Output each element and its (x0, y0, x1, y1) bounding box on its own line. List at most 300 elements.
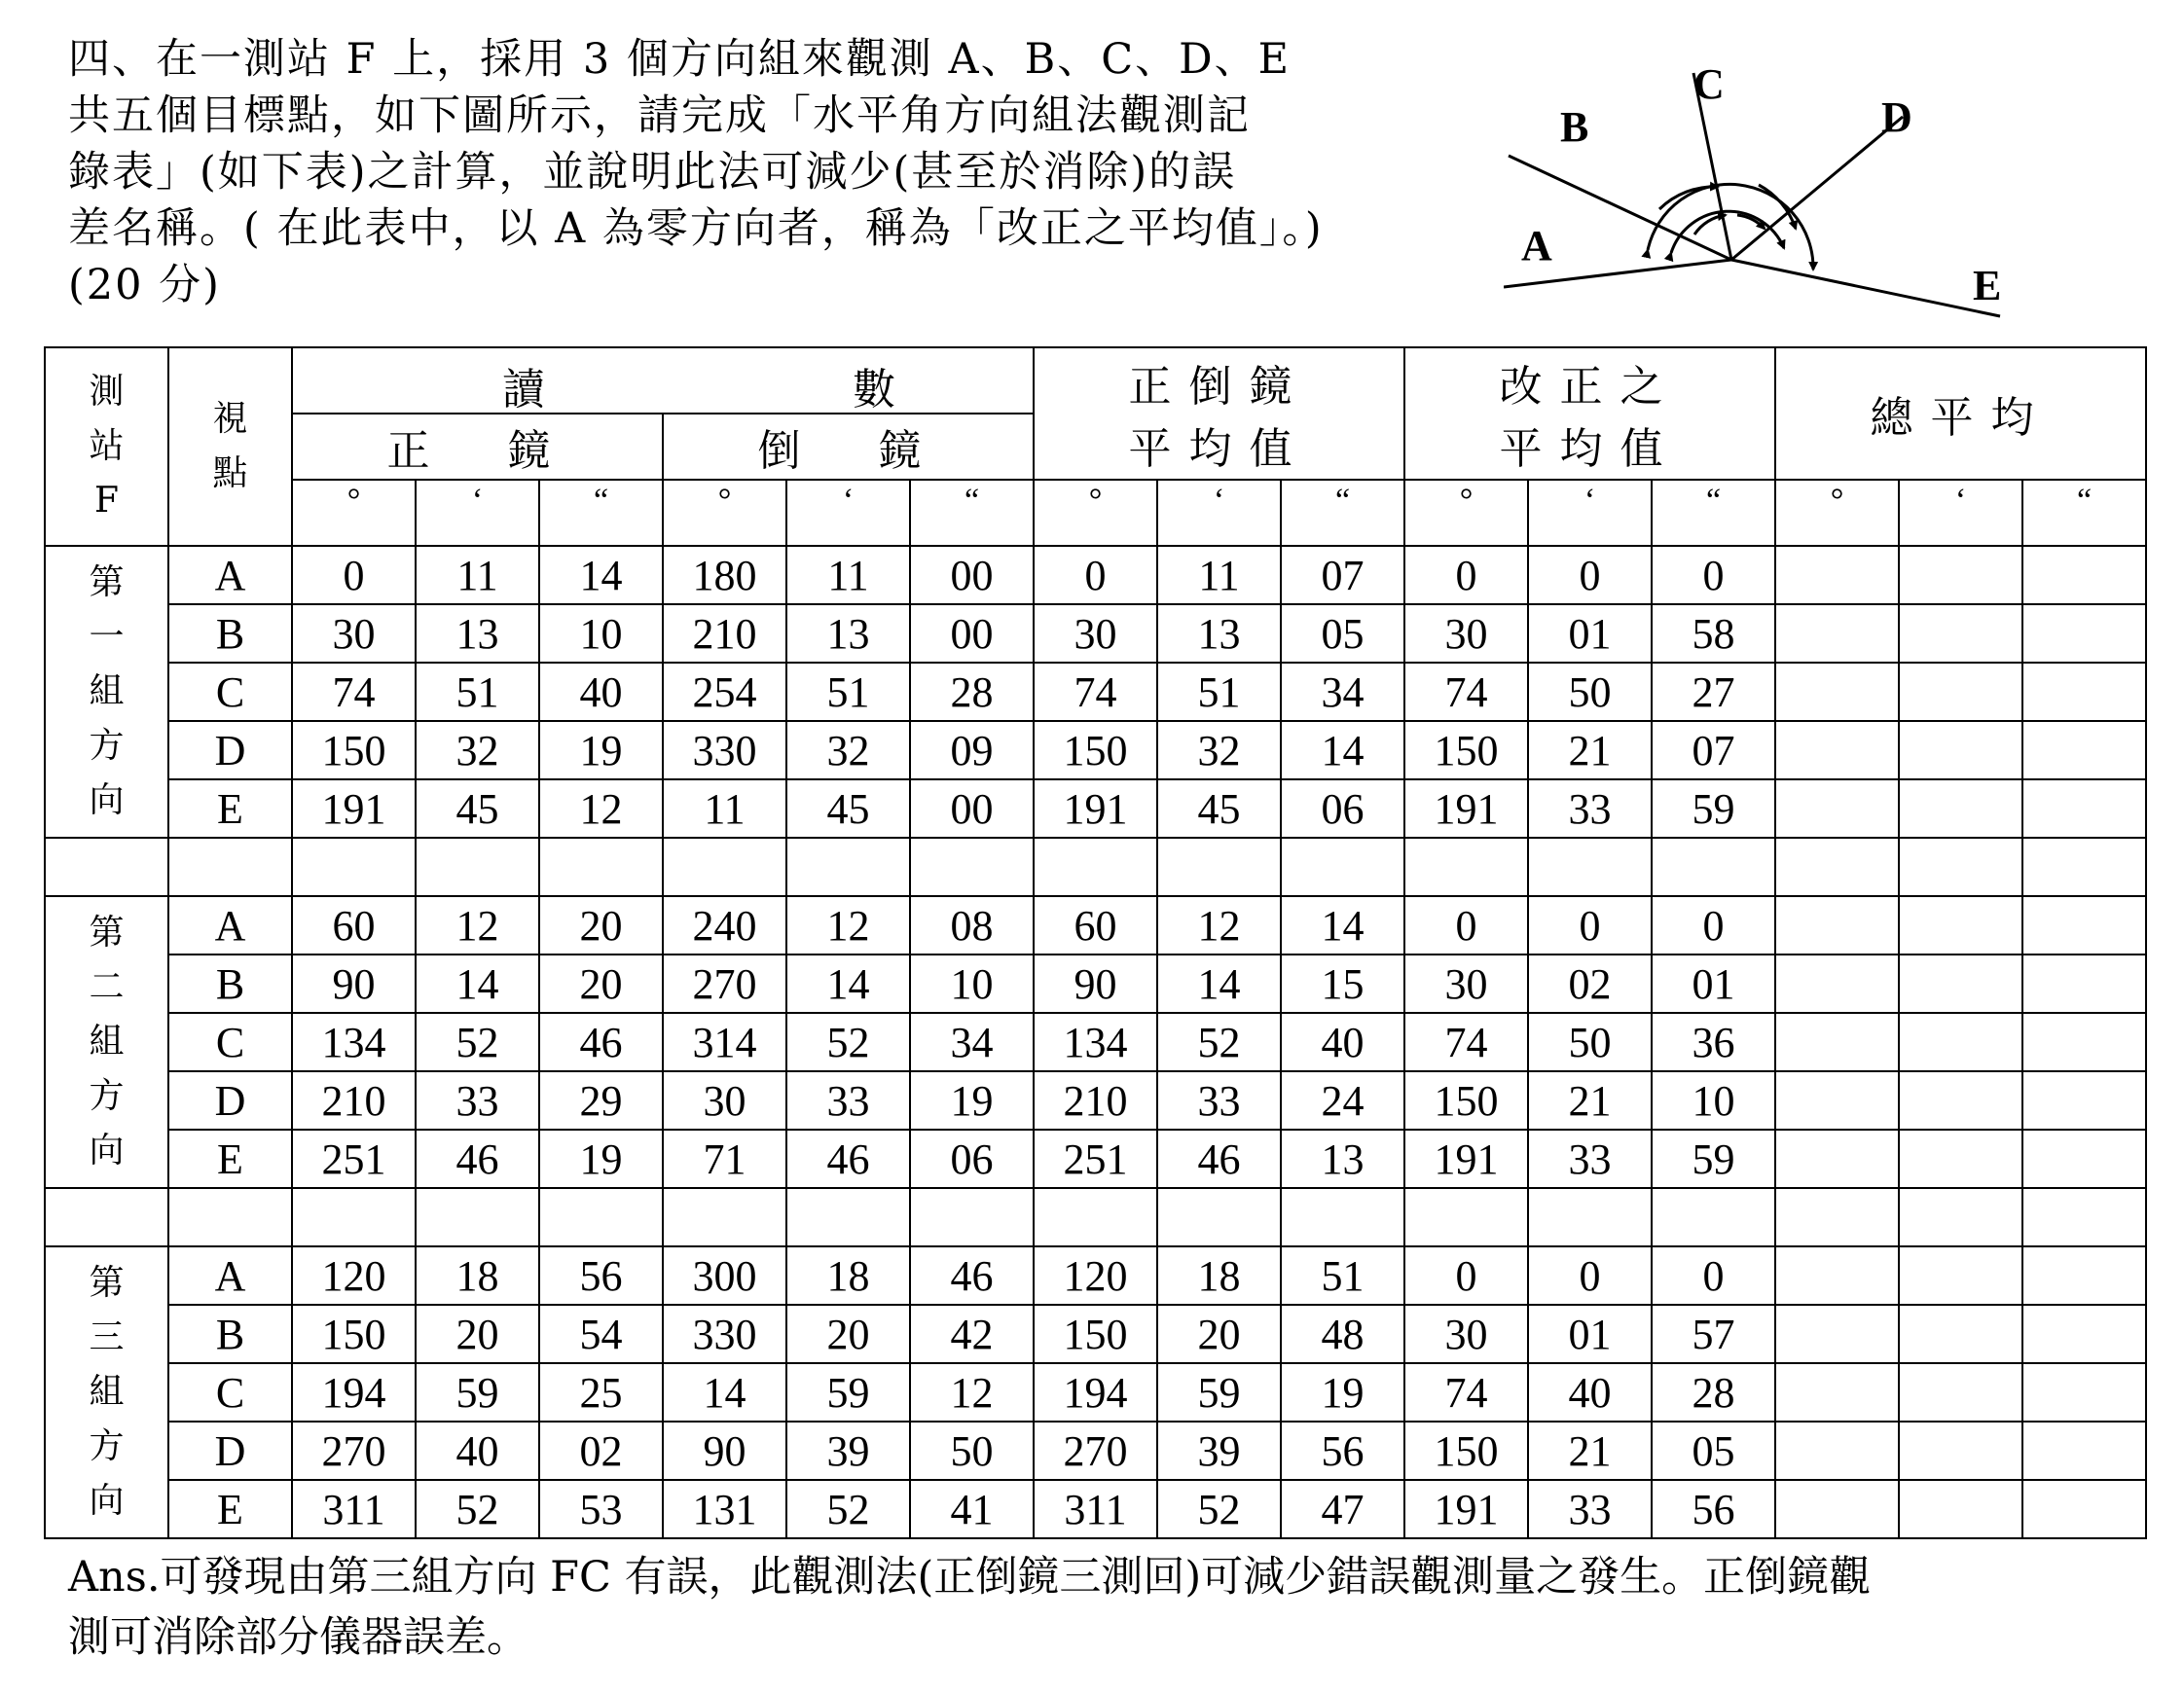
unit-cell: ‘ (1157, 480, 1281, 546)
unit-cell: ‘ (416, 480, 539, 546)
total-mean-cell (1899, 546, 2022, 604)
table-row (45, 1305, 2146, 1363)
value-cell: 54 (539, 1305, 663, 1363)
question-line: 共五個目標點，如下圖所示，請完成「水平角方向組法觀測記 (68, 91, 1251, 140)
value-cell: 210 (1034, 1071, 1157, 1130)
value-cell: 0 (1528, 896, 1652, 955)
value-cell: 33 (1157, 1071, 1281, 1130)
corrected-mean-header: 改正之 平均值 (1404, 347, 1775, 480)
value-cell: 24 (1281, 1071, 1404, 1130)
value-cell: 19 (539, 721, 663, 779)
value-cell: 50 (1528, 1013, 1652, 1071)
face-mean-header: 正倒鏡 平均值 (1034, 347, 1404, 480)
value-cell: 60 (1034, 896, 1157, 955)
value-cell: 150 (1404, 1422, 1528, 1480)
total-mean-cell (1775, 896, 1899, 955)
total-mean-cell (2022, 779, 2146, 838)
answer-line: 測可消除部分儀器誤差。 (68, 1613, 528, 1662)
point-cell: A (168, 546, 292, 604)
value-cell: 14 (539, 546, 663, 604)
empty-cell (1899, 1188, 2022, 1246)
value-cell: 21 (1528, 721, 1652, 779)
value-cell: 90 (663, 1422, 786, 1480)
empty-cell (1157, 838, 1281, 896)
point-cell: A (168, 1246, 292, 1305)
total-mean-cell (1899, 721, 2022, 779)
total-mean-cell (1899, 779, 2022, 838)
empty-cell (1528, 1188, 1652, 1246)
value-cell: 120 (292, 1246, 416, 1305)
question-line: 差名稱。( 在此表中，以 A 為零方向者，稱為「改正之平均值」。) (68, 204, 1324, 253)
point-cell: B (168, 604, 292, 663)
unit-cell: ° (663, 480, 786, 546)
value-cell: 134 (292, 1013, 416, 1071)
table-row (45, 604, 2146, 663)
total-mean-cell (1775, 1480, 1899, 1538)
value-cell: 42 (910, 1305, 1034, 1363)
total-mean-cell (1899, 1130, 2022, 1188)
value-cell: 20 (786, 1305, 910, 1363)
total-mean-cell (2022, 604, 2146, 663)
total-mean-cell (1899, 1013, 2022, 1071)
value-cell: 19 (910, 1071, 1034, 1130)
total-mean-cell (2022, 1071, 2146, 1130)
total-mean-cell (1899, 1480, 2022, 1538)
value-cell: 210 (292, 1071, 416, 1130)
total-mean-cell (1775, 604, 1899, 663)
empty-cell (539, 838, 663, 896)
empty-cell (292, 1188, 416, 1246)
value-cell: 00 (910, 604, 1034, 663)
empty-cell (45, 1188, 168, 1246)
point-header: 視 點 (168, 347, 292, 546)
total-mean-cell (1899, 896, 2022, 955)
value-cell: 314 (663, 1013, 786, 1071)
question-line: (20 分) (68, 261, 221, 309)
value-cell: 311 (292, 1480, 416, 1538)
value-cell: 40 (539, 663, 663, 721)
value-cell: 90 (292, 955, 416, 1013)
value-cell: 12 (539, 779, 663, 838)
value-cell: 06 (910, 1130, 1034, 1188)
value-cell: 18 (786, 1246, 910, 1305)
total-mean-cell (1775, 721, 1899, 779)
arc-ab (1659, 187, 1718, 209)
empty-cell (1404, 838, 1528, 896)
answer-text (68, 1547, 2161, 1668)
question-text (68, 31, 1377, 313)
value-cell: 47 (1281, 1480, 1404, 1538)
value-cell: 74 (292, 663, 416, 721)
empty-cell (168, 1188, 292, 1246)
point-cell: C (168, 1013, 292, 1071)
value-cell: 46 (910, 1246, 1034, 1305)
table-row (45, 1246, 2146, 1305)
value-cell: 150 (1404, 1071, 1528, 1130)
total-mean-cell (2022, 1305, 2146, 1363)
value-cell: 48 (1281, 1305, 1404, 1363)
value-cell: 254 (663, 663, 786, 721)
value-cell: 134 (1034, 1013, 1157, 1071)
value-cell: 39 (786, 1422, 910, 1480)
unit-cell: ° (1034, 480, 1157, 546)
value-cell: 51 (1281, 1246, 1404, 1305)
unit-cell: “ (1281, 480, 1404, 546)
empty-cell (1775, 838, 1899, 896)
empty-cell (45, 838, 168, 896)
value-cell: 28 (910, 663, 1034, 721)
total-mean-cell (1775, 955, 1899, 1013)
value-cell: 46 (539, 1013, 663, 1071)
empty-cell (2022, 1188, 2146, 1246)
value-cell: 34 (1281, 663, 1404, 721)
value-cell: 30 (1404, 955, 1528, 1013)
value-cell: 20 (416, 1305, 539, 1363)
value-cell: 45 (416, 779, 539, 838)
station-header: 測 站 F (45, 347, 168, 546)
empty-cell (663, 1188, 786, 1246)
value-cell: 0 (1034, 546, 1157, 604)
value-cell: 15 (1281, 955, 1404, 1013)
value-cell: 194 (292, 1363, 416, 1422)
empty-cell (1157, 1188, 1281, 1246)
total-mean-cell (2022, 1480, 2146, 1538)
value-cell: 01 (1528, 604, 1652, 663)
value-cell: 39 (1157, 1422, 1281, 1480)
value-cell: 71 (663, 1130, 786, 1188)
header-row-1 (45, 347, 2146, 414)
value-cell: 05 (1652, 1422, 1775, 1480)
value-cell: 19 (1281, 1363, 1404, 1422)
label-d: D (1881, 93, 1912, 141)
value-cell: 14 (1281, 721, 1404, 779)
empty-cell (786, 838, 910, 896)
value-cell: 270 (1034, 1422, 1157, 1480)
value-cell: 41 (910, 1480, 1034, 1538)
value-cell: 74 (1404, 1363, 1528, 1422)
value-cell: 11 (416, 546, 539, 604)
value-cell: 52 (416, 1480, 539, 1538)
value-cell: 240 (663, 896, 786, 955)
value-cell: 13 (416, 604, 539, 663)
empty-cell (168, 838, 292, 896)
value-cell: 14 (1281, 896, 1404, 955)
total-mean-header: 總平均 (1775, 347, 2146, 480)
value-cell: 11 (663, 779, 786, 838)
empty-cell (910, 838, 1034, 896)
value-cell: 01 (1528, 1305, 1652, 1363)
value-cell: 51 (1157, 663, 1281, 721)
value-cell: 74 (1034, 663, 1157, 721)
unit-cell: ° (1775, 480, 1899, 546)
label-b: B (1560, 103, 1589, 151)
value-cell: 51 (416, 663, 539, 721)
value-cell: 191 (292, 779, 416, 838)
value-cell: 270 (663, 955, 786, 1013)
table-row (45, 663, 2146, 721)
value-cell: 51 (786, 663, 910, 721)
total-mean-cell (1775, 1013, 1899, 1071)
value-cell: 33 (1528, 1480, 1652, 1538)
unit-row (45, 480, 2146, 546)
value-cell: 300 (663, 1246, 786, 1305)
value-cell: 30 (1404, 1305, 1528, 1363)
value-cell: 46 (416, 1130, 539, 1188)
value-cell: 131 (663, 1480, 786, 1538)
table-row (45, 1363, 2146, 1422)
value-cell: 20 (1157, 1305, 1281, 1363)
label-a: A (1521, 222, 1552, 270)
empty-cell (1404, 1188, 1528, 1246)
value-cell: 59 (1652, 779, 1775, 838)
empty-cell (416, 1188, 539, 1246)
value-cell: 251 (292, 1130, 416, 1188)
value-cell: 14 (786, 955, 910, 1013)
value-cell: 14 (663, 1363, 786, 1422)
value-cell: 32 (786, 721, 910, 779)
value-cell: 06 (1281, 779, 1404, 838)
total-mean-cell (2022, 1363, 2146, 1422)
empty-cell (910, 1188, 1034, 1246)
empty-cell (539, 1188, 663, 1246)
total-mean-cell (1899, 1071, 2022, 1130)
table-row (45, 546, 2146, 604)
value-cell: 194 (1034, 1363, 1157, 1422)
value-cell: 59 (416, 1363, 539, 1422)
label-e: E (1973, 262, 2002, 309)
empty-cell (663, 838, 786, 896)
total-mean-cell (2022, 1013, 2146, 1071)
total-mean-cell (1775, 1422, 1899, 1480)
value-cell: 120 (1034, 1246, 1157, 1305)
total-mean-cell (2022, 955, 2146, 1013)
empty-cell (1034, 1188, 1157, 1246)
face-right-header: 倒 鏡 (663, 414, 1034, 480)
value-cell: 00 (910, 779, 1034, 838)
total-mean-cell (1775, 1246, 1899, 1305)
value-cell: 33 (1528, 779, 1652, 838)
value-cell: 14 (1157, 955, 1281, 1013)
value-cell: 27 (1652, 663, 1775, 721)
value-cell: 20 (539, 896, 663, 955)
value-cell: 21 (1528, 1422, 1652, 1480)
value-cell: 0 (1528, 546, 1652, 604)
total-mean-cell (1899, 1363, 2022, 1422)
value-cell: 59 (786, 1363, 910, 1422)
value-cell: 50 (910, 1422, 1034, 1480)
label-c: C (1693, 60, 1725, 108)
observation-record-table (44, 346, 2147, 1539)
total-mean-cell (1775, 1363, 1899, 1422)
unit-cell: “ (2022, 480, 2146, 546)
value-cell: 40 (1281, 1013, 1404, 1071)
value-cell: 150 (292, 1305, 416, 1363)
value-cell: 10 (539, 604, 663, 663)
empty-cell (2022, 838, 2146, 896)
value-cell: 12 (786, 896, 910, 955)
unit-cell: “ (1652, 480, 1775, 546)
point-cell: C (168, 663, 292, 721)
value-cell: 58 (1652, 604, 1775, 663)
total-mean-cell (1899, 663, 2022, 721)
total-mean-cell (1775, 779, 1899, 838)
value-cell: 40 (416, 1422, 539, 1480)
value-cell: 09 (910, 721, 1034, 779)
value-cell: 05 (1281, 604, 1404, 663)
separator-row (45, 838, 2146, 896)
value-cell: 0 (1652, 1246, 1775, 1305)
value-cell: 18 (1157, 1246, 1281, 1305)
unit-cell: ‘ (1528, 480, 1652, 546)
value-cell: 25 (539, 1363, 663, 1422)
value-cell: 13 (786, 604, 910, 663)
value-cell: 02 (1528, 955, 1652, 1013)
table-row (45, 1130, 2146, 1188)
empty-cell (1034, 838, 1157, 896)
value-cell: 34 (910, 1013, 1034, 1071)
unit-cell: “ (910, 480, 1034, 546)
value-cell: 150 (1034, 1305, 1157, 1363)
value-cell: 12 (910, 1363, 1034, 1422)
value-cell: 0 (1404, 546, 1528, 604)
value-cell: 311 (1034, 1480, 1157, 1538)
value-cell: 32 (1157, 721, 1281, 779)
empty-cell (292, 838, 416, 896)
point-cell: E (168, 1130, 292, 1188)
value-cell: 57 (1652, 1305, 1775, 1363)
direction-diagram (1504, 54, 2049, 336)
table-row (45, 896, 2146, 955)
total-mean-cell (2022, 1422, 2146, 1480)
point-cell: B (168, 955, 292, 1013)
unit-cell: “ (539, 480, 663, 546)
value-cell: 28 (1652, 1363, 1775, 1422)
table-row (45, 779, 2146, 838)
value-cell: 52 (1157, 1013, 1281, 1071)
value-cell: 32 (416, 721, 539, 779)
total-mean-cell (1899, 604, 2022, 663)
value-cell: 01 (1652, 955, 1775, 1013)
value-cell: 07 (1652, 721, 1775, 779)
point-cell: E (168, 1480, 292, 1538)
value-cell: 60 (292, 896, 416, 955)
total-mean-cell (2022, 1246, 2146, 1305)
value-cell: 74 (1404, 1013, 1528, 1071)
table-row (45, 955, 2146, 1013)
value-cell: 0 (1652, 896, 1775, 955)
value-cell: 251 (1034, 1130, 1157, 1188)
unit-cell: ° (292, 480, 416, 546)
value-cell: 10 (1652, 1071, 1775, 1130)
separator-row (45, 1188, 2146, 1246)
value-cell: 30 (663, 1071, 786, 1130)
value-cell: 30 (1034, 604, 1157, 663)
value-cell: 10 (910, 955, 1034, 1013)
value-cell: 11 (786, 546, 910, 604)
empty-cell (1652, 838, 1775, 896)
total-mean-cell (1775, 663, 1899, 721)
value-cell: 30 (292, 604, 416, 663)
value-cell: 56 (1281, 1422, 1404, 1480)
point-cell: A (168, 896, 292, 955)
value-cell: 330 (663, 1305, 786, 1363)
empty-cell (1899, 838, 2022, 896)
point-cell: B (168, 1305, 292, 1363)
value-cell: 56 (539, 1246, 663, 1305)
value-cell: 59 (1157, 1363, 1281, 1422)
value-cell: 14 (416, 955, 539, 1013)
point-cell: D (168, 1071, 292, 1130)
value-cell: 40 (1528, 1363, 1652, 1422)
value-cell: 12 (1157, 896, 1281, 955)
group-label: 第 二 組 方 向 (45, 896, 168, 1188)
value-cell: 07 (1281, 546, 1404, 604)
value-cell: 30 (1404, 604, 1528, 663)
empty-cell (1528, 838, 1652, 896)
value-cell: 20 (539, 955, 663, 1013)
value-cell: 12 (416, 896, 539, 955)
value-cell: 330 (663, 721, 786, 779)
empty-cell (1281, 1188, 1404, 1246)
empty-cell (416, 838, 539, 896)
unit-cell: ‘ (786, 480, 910, 546)
reading-header: 讀 數 (292, 347, 1034, 414)
value-cell: 150 (1034, 721, 1157, 779)
value-cell: 56 (1652, 1480, 1775, 1538)
value-cell: 191 (1404, 779, 1528, 838)
table-row (45, 721, 2146, 779)
value-cell: 36 (1652, 1013, 1775, 1071)
total-mean-cell (2022, 896, 2146, 955)
value-cell: 191 (1034, 779, 1157, 838)
value-cell: 210 (663, 604, 786, 663)
empty-cell (1652, 1188, 1775, 1246)
value-cell: 180 (663, 546, 786, 604)
face-left-header: 正 鏡 (292, 414, 663, 480)
value-cell: 08 (910, 896, 1034, 955)
unit-cell: ° (1404, 480, 1528, 546)
value-cell: 45 (786, 779, 910, 838)
question-line: 四、在一測站 F 上，採用 3 個方向組來觀測 A、B、C、D、E (68, 35, 1291, 84)
value-cell: 0 (292, 546, 416, 604)
value-cell: 150 (292, 721, 416, 779)
value-cell: 33 (1528, 1130, 1652, 1188)
value-cell: 11 (1157, 546, 1281, 604)
value-cell: 33 (416, 1071, 539, 1130)
value-cell: 50 (1528, 663, 1652, 721)
value-cell: 33 (786, 1071, 910, 1130)
total-mean-cell (2022, 721, 2146, 779)
question-line: 錄表」(如下表)之計算，並說明此法可減少(甚至於消除)的誤 (68, 148, 1237, 197)
total-mean-cell (1899, 1246, 2022, 1305)
total-mean-cell (1899, 1422, 2022, 1480)
value-cell: 0 (1528, 1246, 1652, 1305)
value-cell: 52 (786, 1013, 910, 1071)
total-mean-cell (1899, 955, 2022, 1013)
total-mean-cell (1775, 1071, 1899, 1130)
value-cell: 13 (1281, 1130, 1404, 1188)
table-row (45, 1071, 2146, 1130)
group-label: 第 一 組 方 向 (45, 546, 168, 838)
point-cell: D (168, 1422, 292, 1480)
value-cell: 46 (786, 1130, 910, 1188)
value-cell: 00 (910, 546, 1034, 604)
value-cell: 53 (539, 1480, 663, 1538)
value-cell: 191 (1404, 1480, 1528, 1538)
value-cell: 18 (416, 1246, 539, 1305)
total-mean-cell (2022, 546, 2146, 604)
value-cell: 52 (416, 1013, 539, 1071)
